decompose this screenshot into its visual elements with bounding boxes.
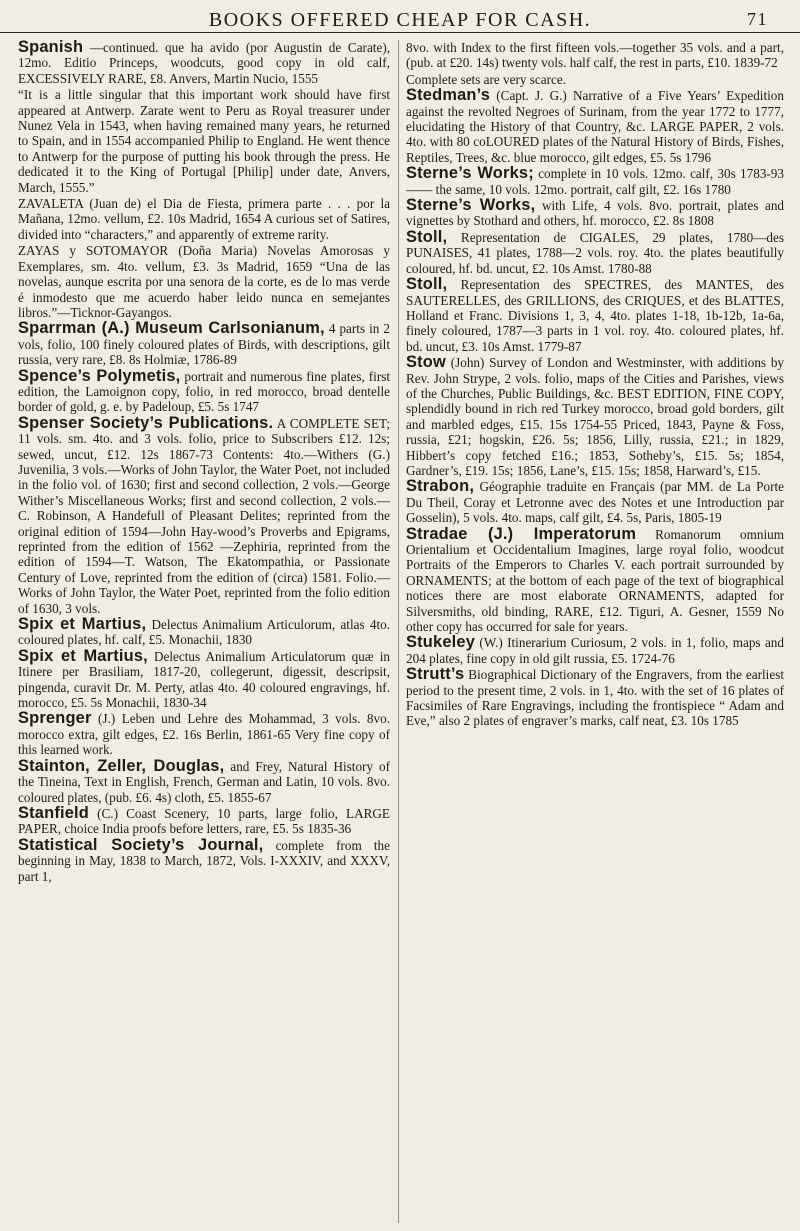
entry-heading: Stedman’s xyxy=(406,86,491,105)
entry-heading: Sparrman (A.) Museum Carlsonianum, xyxy=(18,319,325,338)
entry-text: portrait and numerous fine plates, first edition, the Lamoignon copy, folio, in red morocco, broad dentelle border of gold, g. e. by Padeloup, £5. 5s 1747 xyxy=(18,368,391,415)
entry-text: Delectus Animalium Articulorum, atlas 4to. coloured plates, hf. calf, £5. Monachii, 1830 xyxy=(18,617,391,648)
page-title: BOOKS OFFERED CHEAP FOR CASH. xyxy=(208,9,592,31)
entry-text: Delectus Animalium Articulatorum quæ in Itinere per Brasiliam, 1817-20, collegerunt, digessit, descripsit, pingenda, curavit Dr. M. Perty, atlas 4to. 40 coloured engravings, hf. morocco, £5. 5s Monachii, 1830-34 xyxy=(18,648,390,711)
entry-text: Géographie traduite en Français (par MM. de La Porte Du Theil, Coray et Letronne avec des Notes et une Introduction par Gosselin), 5 vols. 4to. maps, calf gilt, £4. 5s, Paris, 1805-19 xyxy=(406,479,784,526)
entry-text: with Life, 4 vols. 8vo. portrait, plates and vignettes by Stothard and others, hf. morocco, £2. 8s 1808 xyxy=(406,198,784,229)
catalogue-entry xyxy=(18,243,390,320)
catalogue-entry xyxy=(406,40,784,71)
entry-heading: Spix et Martius, xyxy=(18,615,147,634)
catalogue-entry xyxy=(406,227,784,276)
entry-text: (John) Survey of London and Westminster, with additions by Rev. John Strype, 2 vols. folio, maps of the Cities and Parishes, views of the Churches, Public Buildings, &c. BEST EDITION, FINE COPY, splendidly bound in rich red Turkey morocco, broad gold borders, gilt and marbled edges, £15. 15s 1754-55 Priced, 1843, Payne & Foss, russia, £21; hogskin, £26. 5s; 1856, Lilly, russia, £21.; in 1829, Hibbert’s copy fetched £16.; 1853, Sotheby’s, £15. 5s; 1854, Gardner’s, £19. 15s; 1856, Lane’s, £15. 15s; 1858, Harward’s, £15. xyxy=(406,355,784,478)
catalogue-entry xyxy=(18,87,390,195)
entry-text: Complete sets are very scarce. xyxy=(406,71,567,87)
entry-heading: Spenser Society’s Publications. xyxy=(18,413,274,432)
entry-heading: Stainton, Zeller, Douglas, xyxy=(18,756,225,775)
entry-text: 8vo. with Index to the first fifteen vols.—together 35 vols. and a part, (pub. at £20. 14s) twenty vols. half calf, the rest in parts, £10. 1839-72 xyxy=(406,40,784,71)
catalogue-entry xyxy=(406,166,784,197)
catalogue-entry xyxy=(18,803,390,837)
page-header xyxy=(0,0,800,33)
entry-text: (J.) Leben und Lehre des Mohammad, 3 vols. 8vo. morocco extra, gilt edges, £2. 16s Berlin, 1861-65 Very fine copy of this learned work. xyxy=(18,711,391,758)
entry-text: (Capt. J. G.) Narrative of a Five Years’ Expedition against the revolted Negroes of Surinam, from the year 1772 to 1777, elucidating the History of that Country, &c. LARGE PAPER, 2 vols. 4to. with 80 coLOURED plates of the Natural History of Birds, Fishes, Reptiles, Trees, &c. blue morocco, gilt edges, £5. 5s 1796 xyxy=(406,88,784,165)
entry-heading: Strutt’s xyxy=(406,665,465,684)
left-column xyxy=(18,40,399,1223)
entry-heading: Spix et Martius, xyxy=(18,646,148,665)
entry-text: ZAYAS y SOTOMAYOR (Doña Maria) Novelas Amorosas y Exemplares, sm. 4to. vellum, £3. 3s Madrid, 1659 “Una de las novelas, aunque escrita por una senora de la corte, es de lo mas verde é inmodesto que me acuerdo haber leido nunca en semejantes libros.”—Ticknor-Gayangos. xyxy=(18,243,390,320)
entry-heading: Spence’s Polymetis, xyxy=(18,366,181,385)
entry-heading: Sterne’s Works, xyxy=(406,196,536,215)
entry-heading: Stukeley xyxy=(406,633,476,652)
entry-text: complete from the beginning in May, 1838 to March, 1872, Vols. I-XXXIV, and XXXV, part 1, xyxy=(18,837,390,884)
page-number: 71 xyxy=(747,9,768,29)
entry-heading: Stradae (J.) Imperatorum xyxy=(406,524,637,543)
catalogue-entry xyxy=(406,88,784,165)
entry-heading: Strabon, xyxy=(406,477,475,496)
entry-text: Biographical Dictionary of the Engravers, from the earliest period to the present time, 2 vols. in 1, 4to. with the set of 16 plates of Facsimiles of Rare Engravings, including the frontispiece “ Adam and Eve,” also 2 plates of engraver’s marks, calf neat, £3. 10s 1785 xyxy=(406,667,784,729)
catalogue-entry xyxy=(18,711,390,757)
catalogue-entry xyxy=(406,72,784,87)
catalogue-entry xyxy=(18,617,390,648)
catalogue-entry xyxy=(18,40,390,86)
catalogue-entry xyxy=(18,835,390,884)
entry-text: Romanorum omnium Orientalium et Occidentalium Imagines, large royal folio, woodcut Portraits of the Emperors to Charles V. each portrait surrounded by ORNAMENTS; at the bottom of each page of the text of biographical notices there are most elaborate ORNAMENTS, adapted for Silversmiths, old binding, RARE, £12. Tiguri, A. Gesner, 1559 No other copy has occurred for sale for years. xyxy=(406,526,784,635)
entry-heading: Sprenger xyxy=(18,709,92,728)
entry-text: “It is a little singular that this important work should have first appeared at Antwerp. Zarate went to Peru as Royal treasurer under Nunez Vela in 1543, when having remained many years, he returned to Spain, and in 1554 accompanied Philip to England. He went thence to Antwerp for the purpose of putting his book through the press. He dedicated it to the King of Portugal [Philip] under date, Anvers, March, 1555.” xyxy=(18,87,390,195)
catalogue-entry xyxy=(406,524,784,635)
entry-text: ZAVALETA (Juan de) el Dia de Fiesta, primera parte . . . por la Mañana, 12mo. vellum, £2. 10s Madrid, 1654 A curious set of Satires, divided into “characters,” and apparently of extreme rarity. xyxy=(18,196,390,242)
catalogue-entry xyxy=(18,646,390,711)
entry-text: and Frey, Natural History of the Tineina, Text in English, French, German and Latin, 10 vols. 8vo. coloured plates, (pub. £6. 4s) cloth, £5. 1855-67 xyxy=(18,758,391,805)
catalogue-entry xyxy=(406,355,784,478)
catalogue-entry xyxy=(18,196,390,242)
right-column xyxy=(406,40,784,1223)
entry-text: (W.) Itinerarium Curiosum, 2 vols. in 1, folio, maps and 204 plates, fine copy in old gilt russia, £5. 1724-76 xyxy=(406,635,784,666)
entry-heading: Spanish xyxy=(18,40,84,56)
catalogue-entry xyxy=(406,198,784,229)
entry-text: complete in 10 vols. 12mo. calf, 30s 1783-93 —— the same, 10 vols. 12mo. portrait, calf gilt, £2. 16s 1780 xyxy=(406,166,784,197)
catalogue-entry xyxy=(18,366,391,415)
entry-text: Representation des SPECTRES, des MANTES, des SAUTERELLES, des GRILLIONS, des CRIQUES, et des BLATTES, Holland et Franc. Divisions 1, 3, 4, 4to. plates 1-18, 1b-12b, 1a-6a, finely coloured, 1787—3 parts in 1 vol. roy. 4to. coloured plates, hf. bd. uncut, £3. 10s Amst. 1779-87 xyxy=(406,277,784,354)
catalogue-entry xyxy=(406,277,784,354)
entry-heading: Stow xyxy=(406,353,446,372)
entry-heading: Stanfield xyxy=(18,803,90,822)
entry-text: 4 parts in 2 vols, folio, 100 finely coloured plates of Birds, with descriptions, gilt russia, very rare, £8. 8s Holmiæ, 1786-89 xyxy=(18,321,390,368)
catalogue-entry xyxy=(18,321,390,367)
catalogue-entry xyxy=(406,479,784,525)
entry-text: A COMPLETE SET; 11 vols. sm. 4to. and 3 vols. folio, price to Subscribers £12. 12s; sewed, uncut, £12. 12s 1867-73 Contents: 4to.—Withers (G.) Juvenilia, 3 vols.—Works of John Taylor, the Water Poet, not included in the folio vol. of 1630; first and second collection, 2 vols.—George Wither’s Miscellaneous Works; first and second collection, 2 vols.—C. Robinson, A Handefull of Pleasant Delites; reprinted from the original edition of 1594—John Hay-wood’s Proverbs and Epigrams, reprinted from the edition of 1562 —Zephiria, reprinted from the edition of 1594—T. Watson, The Ekatompathia, or Passionate Century of Love, reprinted from the edition of (circa) 1581. Folio.—Works of John Taylor, the Water Poet, reprinted from the folio edition of 1630, 3 vols. xyxy=(18,415,390,616)
catalogue-entry xyxy=(18,413,390,616)
entry-text: (C.) Coast Scenery, 10 parts, large folio, LARGE PAPER, choice India proofs before letters, rare, £5. 5s 1835-36 xyxy=(18,805,390,837)
catalogue-entry xyxy=(406,635,784,666)
catalogue-entry xyxy=(18,756,391,805)
entry-text: Representation de CIGALES, 29 plates, 1780—des PUNAISES, 41 plates, 1788—2 vols. roy. 4to. the plates beautifully coloured, hf. bd. uncut, £2. 10s Amst. 1780-88 xyxy=(406,229,784,276)
entry-heading: Sterne’s Works; xyxy=(406,164,534,183)
entry-heading: Stoll, xyxy=(406,275,448,294)
entry-heading: Statistical Society’s Journal, xyxy=(18,835,264,854)
entry-heading: Stoll, xyxy=(406,227,448,246)
catalogue-entry xyxy=(406,667,784,729)
entry-text: —continued. que ha avido (por Augustin de Carate), 12mo. Editio Princeps, woodcuts, good copy in old calf, EXCESSIVELY RARE, £8. Anvers, Martin Nucio, 1555 xyxy=(18,40,391,86)
